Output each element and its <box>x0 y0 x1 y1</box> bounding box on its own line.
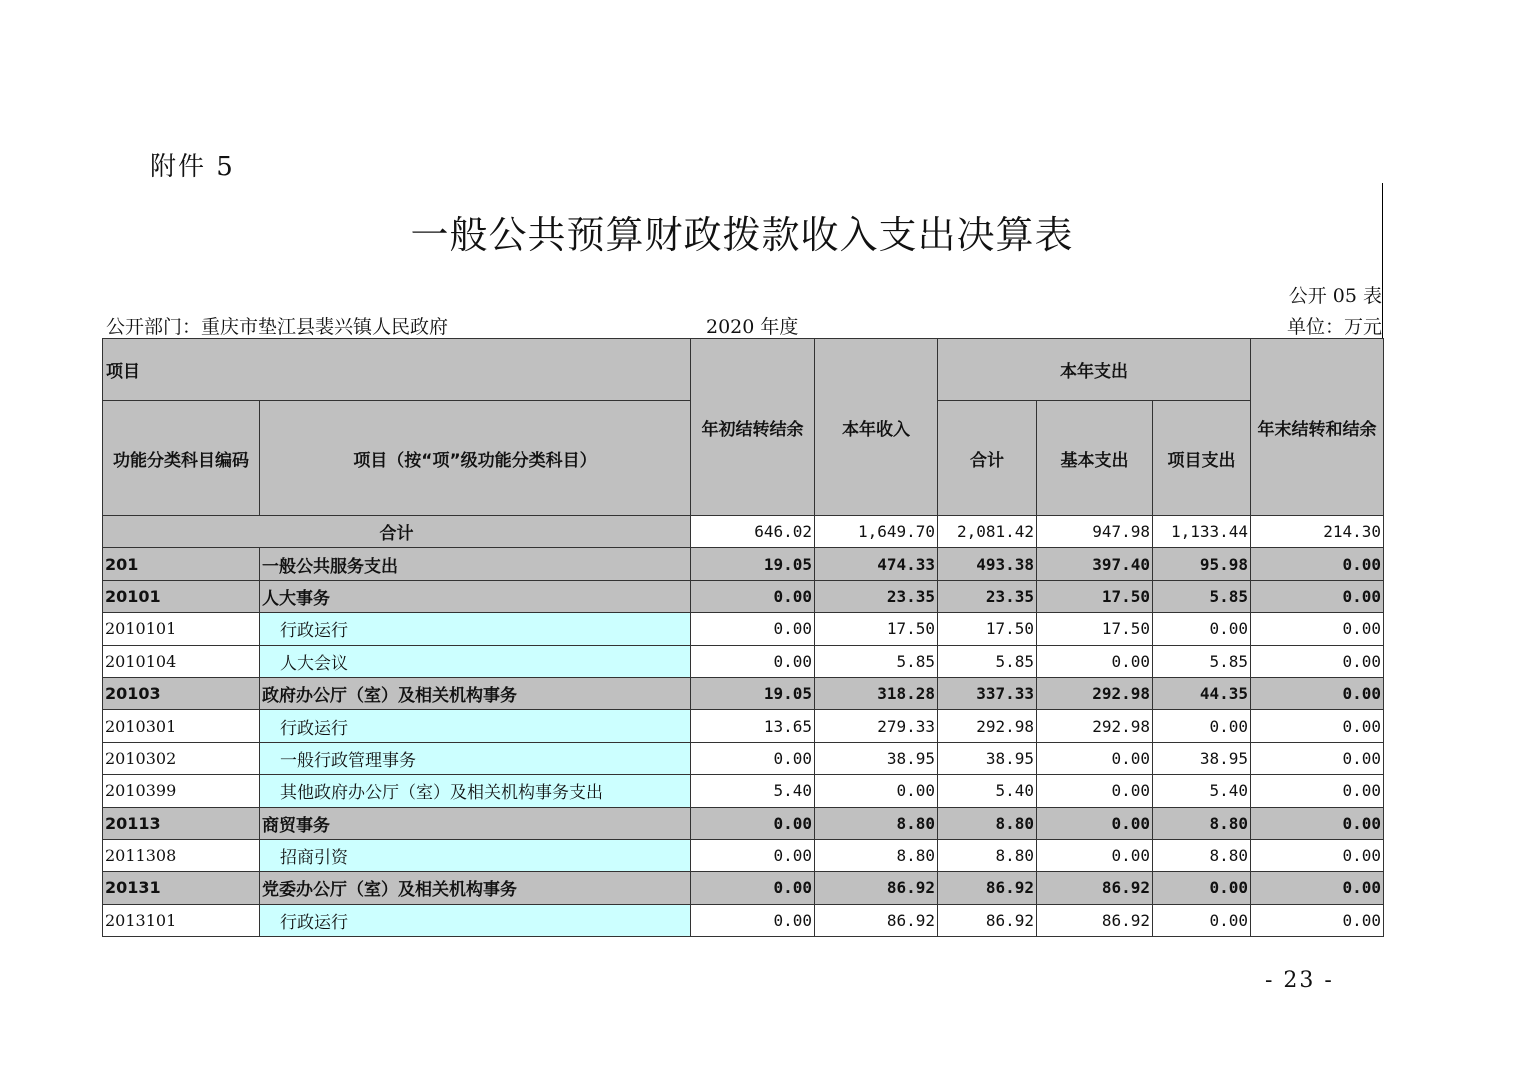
cell-name: 人大事务 <box>260 580 691 612</box>
cell-closing: 0.00 <box>1251 872 1384 904</box>
cell-project: 0.00 <box>1153 904 1251 936</box>
cell-basic: 397.40 <box>1037 548 1153 580</box>
cell-basic: 0.00 <box>1037 742 1153 774</box>
cell-total: 23.35 <box>938 580 1037 612</box>
cell-code: 2010301 <box>103 710 260 742</box>
cell-code: 20103 <box>103 677 260 709</box>
cell-project: 5.40 <box>1153 775 1251 807</box>
header-project-exp: 项目支出 <box>1153 401 1251 516</box>
header-closing: 年末结转和结余 <box>1251 339 1384 516</box>
cell-name: 一般行政管理事务 <box>260 742 691 774</box>
budget-table <box>102 338 1384 937</box>
cell-project: 5.85 <box>1153 580 1251 612</box>
cell-basic: 17.50 <box>1037 580 1153 612</box>
cell-name: 行政运行 <box>260 613 691 645</box>
form-number: 公开 05 表 <box>1288 285 1382 307</box>
cell-name: 商贸事务 <box>260 807 691 839</box>
cell-basic: 0.00 <box>1037 839 1153 871</box>
cell-total: 337.33 <box>938 677 1037 709</box>
header-basic: 基本支出 <box>1037 401 1153 516</box>
margin-line <box>1382 183 1383 340</box>
cell-opening: 0.00 <box>691 807 815 839</box>
table-row <box>103 839 1384 871</box>
cell-income: 1,649.70 <box>815 516 938 548</box>
cell-code: 2010104 <box>103 645 260 677</box>
table-row <box>103 645 1384 677</box>
cell-code: 20101 <box>103 580 260 612</box>
page-title: 一般公共预算财政拨款收入支出决算表 <box>410 213 1074 257</box>
cell-opening: 0.00 <box>691 839 815 871</box>
cell-name: 行政运行 <box>260 710 691 742</box>
cell-code: 2010302 <box>103 742 260 774</box>
cell-project: 38.95 <box>1153 742 1251 774</box>
cell-code: 20131 <box>103 872 260 904</box>
cell-name: 党委办公厅（室）及相关机构事务 <box>260 872 691 904</box>
cell-closing: 0.00 <box>1251 775 1384 807</box>
table-row <box>103 710 1384 742</box>
cell-closing: 0.00 <box>1251 580 1384 612</box>
cell-income: 86.92 <box>815 872 938 904</box>
cell-code: 2011308 <box>103 839 260 871</box>
cell-basic: 86.92 <box>1037 872 1153 904</box>
header-opening: 年初结转结余 <box>691 339 815 516</box>
cell-opening: 0.00 <box>691 872 815 904</box>
cell-closing: 0.00 <box>1251 839 1384 871</box>
table-row <box>103 807 1384 839</box>
cell-closing: 0.00 <box>1251 904 1384 936</box>
cell-basic: 947.98 <box>1037 516 1153 548</box>
table-row <box>103 742 1384 774</box>
cell-income: 23.35 <box>815 580 938 612</box>
unit-label: 单位：万元 <box>1286 316 1382 338</box>
header-expenditure: 本年支出 <box>938 339 1251 401</box>
header-income: 本年收入 <box>815 339 938 516</box>
cell-name: 一般公共服务支出 <box>260 548 691 580</box>
cell-basic: 17.50 <box>1037 613 1153 645</box>
cell-basic: 0.00 <box>1037 645 1153 677</box>
grand-total-label: 合计 <box>103 516 691 548</box>
cell-closing: 214.30 <box>1251 516 1384 548</box>
cell-project: 0.00 <box>1153 872 1251 904</box>
header-total: 合计 <box>938 401 1037 516</box>
cell-basic: 292.98 <box>1037 677 1153 709</box>
cell-code: 2010101 <box>103 613 260 645</box>
cell-opening: 0.00 <box>691 613 815 645</box>
cell-name: 人大会议 <box>260 645 691 677</box>
cell-code: 2010399 <box>103 775 260 807</box>
cell-code: 20113 <box>103 807 260 839</box>
table-row <box>103 677 1384 709</box>
cell-project: 0.00 <box>1153 613 1251 645</box>
cell-income: 8.80 <box>815 807 938 839</box>
cell-total: 292.98 <box>938 710 1037 742</box>
cell-opening: 0.00 <box>691 645 815 677</box>
cell-name: 政府办公厅（室）及相关机构事务 <box>260 677 691 709</box>
header-project: 项目 <box>103 339 691 401</box>
cell-total: 2,081.42 <box>938 516 1037 548</box>
cell-income: 0.00 <box>815 775 938 807</box>
cell-basic: 292.98 <box>1037 710 1153 742</box>
table-row <box>103 580 1384 612</box>
department-label: 公开部门：重庆市垫江县裴兴镇人民政府 <box>106 316 449 338</box>
cell-total: 493.38 <box>938 548 1037 580</box>
cell-total: 5.85 <box>938 645 1037 677</box>
cell-income: 38.95 <box>815 742 938 774</box>
cell-project: 95.98 <box>1153 548 1251 580</box>
cell-closing: 0.00 <box>1251 677 1384 709</box>
cell-opening: 19.05 <box>691 677 815 709</box>
cell-total: 86.92 <box>938 872 1037 904</box>
cell-income: 5.85 <box>815 645 938 677</box>
table-row <box>103 613 1384 645</box>
table-row <box>103 872 1384 904</box>
cell-closing: 0.00 <box>1251 807 1384 839</box>
table-row <box>103 775 1384 807</box>
cell-opening: 19.05 <box>691 548 815 580</box>
cell-basic: 0.00 <box>1037 807 1153 839</box>
cell-name: 招商引资 <box>260 839 691 871</box>
cell-name: 行政运行 <box>260 904 691 936</box>
cell-closing: 0.00 <box>1251 742 1384 774</box>
cell-opening: 646.02 <box>691 516 815 548</box>
header-code: 功能分类科目编码 <box>103 401 260 516</box>
cell-closing: 0.00 <box>1251 613 1384 645</box>
cell-code: 201 <box>103 548 260 580</box>
cell-basic: 0.00 <box>1037 775 1153 807</box>
cell-basic: 86.92 <box>1037 904 1153 936</box>
cell-total: 8.80 <box>938 839 1037 871</box>
cell-income: 17.50 <box>815 613 938 645</box>
year-label: 2020 年度 <box>706 316 799 338</box>
table-row <box>103 548 1384 580</box>
cell-closing: 0.00 <box>1251 645 1384 677</box>
cell-total: 8.80 <box>938 807 1037 839</box>
cell-income: 8.80 <box>815 839 938 871</box>
cell-opening: 5.40 <box>691 775 815 807</box>
cell-total: 86.92 <box>938 904 1037 936</box>
cell-code: 2013101 <box>103 904 260 936</box>
cell-project: 8.80 <box>1153 839 1251 871</box>
grand-total-row <box>103 516 1384 548</box>
cell-project: 0.00 <box>1153 710 1251 742</box>
cell-opening: 0.00 <box>691 580 815 612</box>
cell-income: 279.33 <box>815 710 938 742</box>
cell-income: 318.28 <box>815 677 938 709</box>
cell-project: 1,133.44 <box>1153 516 1251 548</box>
cell-total: 5.40 <box>938 775 1037 807</box>
cell-closing: 0.00 <box>1251 548 1384 580</box>
cell-total: 17.50 <box>938 613 1037 645</box>
header-name: 项目（按“项”级功能分类科目） <box>260 401 691 516</box>
cell-opening: 13.65 <box>691 710 815 742</box>
cell-closing: 0.00 <box>1251 710 1384 742</box>
cell-income: 474.33 <box>815 548 938 580</box>
cell-opening: 0.00 <box>691 904 815 936</box>
cell-project: 8.80 <box>1153 807 1251 839</box>
cell-name: 其他政府办公厅（室）及相关机构事务支出 <box>260 775 691 807</box>
attachment-label: 附件 5 <box>150 152 235 182</box>
cell-project: 5.85 <box>1153 645 1251 677</box>
cell-project: 44.35 <box>1153 677 1251 709</box>
cell-income: 86.92 <box>815 904 938 936</box>
page-number: - 23 - <box>1265 968 1334 993</box>
cell-total: 38.95 <box>938 742 1037 774</box>
table-row <box>103 904 1384 936</box>
cell-opening: 0.00 <box>691 742 815 774</box>
